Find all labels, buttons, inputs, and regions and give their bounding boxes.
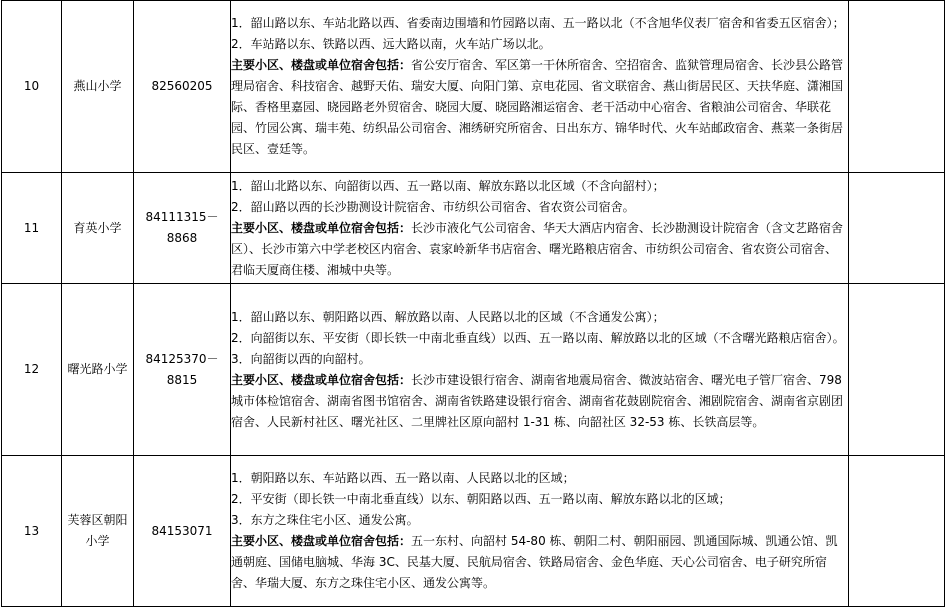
enrollment-range: [231, 173, 849, 284]
dorm-text: 长沙市建设银行宿舍、湖南省地震局宿舍、微波站宿舍、曙光电子管厂宿舍、798 城市体检馆宿舍、湖南省图书馆宿舍、湖南省铁路建设银行宿舍、湖南省花鼓剧院宿舍、湘剧院宿舍、湖南省京剧团宿舍、人民新村社区、曙光社区、二里牌社区原向韶村 1-31 栋、向韶社区 32-53 栋、长铁高层等。: [231, 372, 844, 429]
phone-number: 84125370－8815: [134, 284, 231, 456]
range-line: 2．平安街（即长铁一中南北垂直线）以东、朝阳路以西、五一路以南、解放东路以北的区域；: [231, 492, 731, 506]
note-cell: [849, 284, 945, 456]
range-line: 2．韶山路以西的长沙勘测设计院宿舍、市纺织公司宿舍、省农资公司宿舍。: [231, 199, 635, 214]
phone-number: 84111315－8868: [134, 173, 231, 284]
dorm-title: 主要小区、楼盘或单位宿舍包括：: [231, 58, 412, 72]
dorm-list: [231, 55, 848, 160]
school-name: 育英小学: [62, 173, 134, 284]
range-line: 1．韶山北路以东、向韶街以西、五一路以南、解放东路以北区域（不含向韶村）；: [231, 178, 665, 193]
range-line: 2．向韶街以东、平安街（即长铁一中南北垂直线）以西、五一路以南、解放路以北的区域（不含曙光路粮店宿舍）。: [231, 330, 845, 345]
dorm-text: 五一东村、向韶村 54-80 栋、朝阳二村、朝阳丽园、凯通国际城、凯通公馆、凯通朝庭、国储电脑城、华海 3C、民基大厦、民航局宿舍、铁路局宿舍、金色华庭、天心公司宿舍、电子研究所宿舍、华瑞大厦、东方之珠住宅小区、通发公寓等。: [231, 534, 838, 590]
row-number: 11: [2, 173, 62, 284]
dorm-text: 长沙市液化气公司宿舍、华天大酒店内宿舍、长沙勘测设计院宿舍（含文艺路宿舍区）、长沙市第六中学老校区内宿舍、袁家岭新华书店宿舍、曙光路粮店宿舍、市纺织公司宿舍、省农资公司宿舍、君临天厦商住楼、湘城中央等。: [231, 220, 844, 277]
enrollment-range: [231, 456, 849, 607]
phone-number: 84153071: [134, 456, 231, 607]
table-row: [2, 284, 945, 456]
range-line: 1．韶山路以东、朝阳路以西、解放路以南、人民路以北的区域（不含通发公寓）；: [231, 309, 665, 324]
range-line: 1．朝阳路以东、车站路以西、五一路以南、人民路以北的区域；: [231, 471, 575, 485]
dorm-list: [231, 218, 848, 281]
range-line: 3．向韶街以西的向韶村。: [231, 351, 371, 366]
range-line: 1．韶山路以东、车站北路以西、省委南边围墙和竹园路以南、五一路以北（不含旭华仪表厂宿舍和省委五区宿舍）；: [231, 16, 845, 30]
row-number: 12: [2, 284, 62, 456]
table-row: [2, 456, 945, 607]
phone-number: 82560205: [134, 1, 231, 173]
dorm-list: [231, 370, 848, 433]
dorm-title: 主要小区、楼盘或单位宿舍包括：: [231, 220, 412, 235]
dorm-title: 主要小区、楼盘或单位宿舍包括：: [231, 534, 412, 548]
school-zone-table: [1, 0, 945, 607]
row-number: 13: [2, 456, 62, 607]
table-row: [2, 173, 945, 284]
school-name: 曙光路小学: [62, 284, 134, 456]
dorm-text: 省公安厅宿舍、军区第一干休所宿舍、空招宿舍、监狱管理局宿舍、长沙县公路管理局宿舍、科技宿舍、越野天佑、瑞安大厦、向阳门第、京电花园、省文联宿舍、燕山街居民区、天扶华庭、潇湘国际、香格里嘉园、晓园路老外贸宿舍、晓园大厦、晓园路湘运宿舍、老干活动中心宿舍、省粮油公司宿舍、华联花园、竹园公寓、瑞丰苑、纺织品公司宿舍、湘绣研究所宿舍、日出东方、锦华时代、火车站邮政宿舍、燕菜一条街居民区、壹廷等。: [231, 58, 844, 156]
range-line: 2．车站路以东、铁路以西、远大路以南，火车站广场以北。: [231, 37, 551, 51]
school-name: 燕山小学: [62, 1, 134, 173]
school-name: 芙蓉区朝阳小学: [62, 456, 134, 607]
enrollment-range: [231, 284, 849, 456]
note-cell: [849, 456, 945, 607]
dorm-list: [231, 531, 848, 594]
enrollment-range: [231, 1, 849, 173]
note-cell: [849, 1, 945, 173]
range-line: 3．东方之珠住宅小区、通发公寓。: [231, 513, 419, 527]
row-number: 10: [2, 1, 62, 173]
dorm-title: 主要小区、楼盘或单位宿舍包括：: [231, 372, 412, 387]
note-cell: [849, 173, 945, 284]
table-row: [2, 1, 945, 173]
